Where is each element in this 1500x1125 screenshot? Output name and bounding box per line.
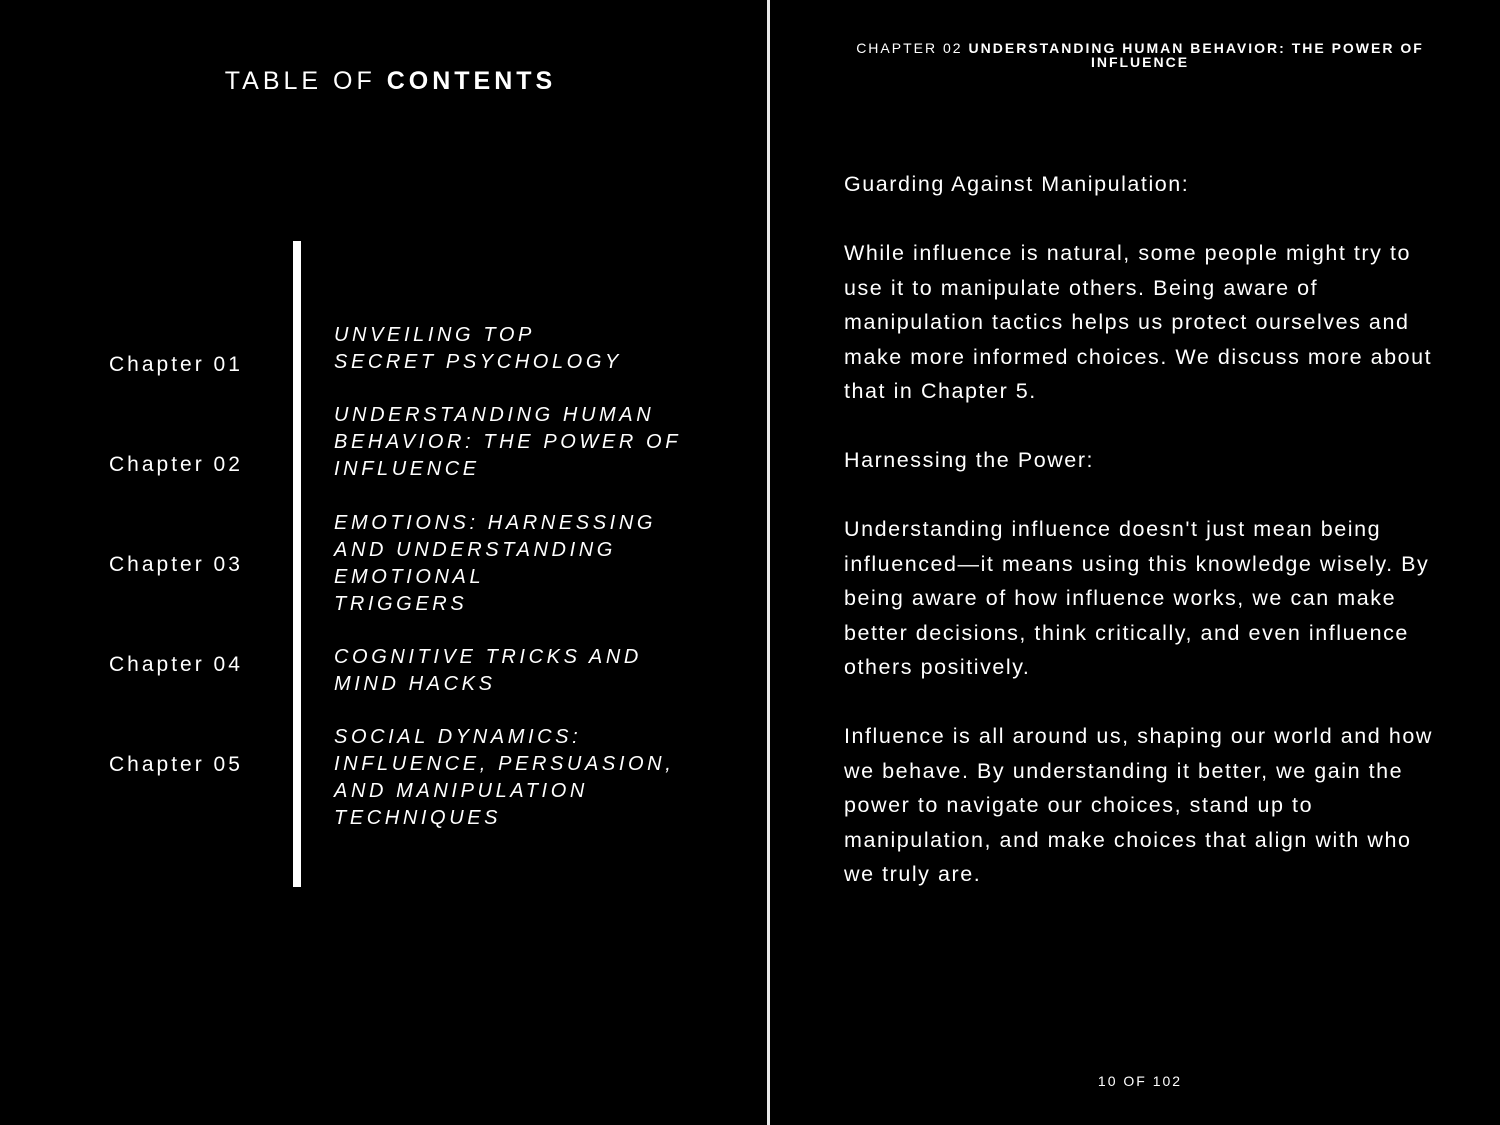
- body-paragraph: Understanding influence doesn't just mean being influenced—it means using this knowledge wisely. By being aware of how influence works, we can make better decisions, think critically, and even influence others positively.: [844, 517, 1430, 679]
- toc-chapter-title[interactable]: UNDERSTANDING HUMAN BEHAVIOR: THE POWER OF INFLUENCE: [334, 404, 682, 480]
- toc-chapter-label[interactable]: Chapter 02: [109, 453, 243, 476]
- toc-chapter-title[interactable]: SOCIAL DYNAMICS: INFLUENCE, PERSUASION, AND MANIPULATION TECHNIQUES: [334, 726, 675, 829]
- toc-title: [0, 66, 781, 96]
- toc-chapter-title[interactable]: EMOTIONS: HARNESSING AND UNDERSTANDING EMOTIONAL TRIGGERS: [334, 512, 657, 615]
- body-text: [844, 167, 1444, 926]
- toc-chapter-label[interactable]: Chapter 05: [109, 753, 243, 776]
- toc-chapter-title[interactable]: UNVEILING TOP SECRET PSYCHOLOGY: [334, 324, 622, 373]
- toc-title-light: TABLE OF: [224, 67, 376, 95]
- page-number: 10 OF 102: [1097, 1073, 1183, 1089]
- header-chapter-number: CHAPTER 02: [856, 40, 963, 56]
- section-heading: Harnessing the Power:: [844, 448, 1095, 472]
- toc-chapter-label[interactable]: Chapter 03: [109, 553, 243, 576]
- toc-chapter-label[interactable]: Chapter 01: [109, 353, 243, 376]
- toc-vertical-bar: [293, 241, 301, 887]
- page-divider: [767, 0, 770, 1125]
- body-paragraph: Influence is all around us, shaping our world and how we behave. By understanding it better, we gain the power to navigate our choices, stand up to manipulation, and make choices that align with who we truly are.: [844, 724, 1433, 886]
- toc-title-bold: CONTENTS: [386, 67, 557, 95]
- section-heading: Guarding Against Manipulation:: [844, 172, 1190, 196]
- toc-chapter-title[interactable]: COGNITIVE TRICKS AND MIND HACKS: [334, 646, 642, 695]
- running-header: [830, 41, 1450, 69]
- body-paragraph: While influence is natural, some people might try to use it to manipulate others. Being aware of manipulation tactics helps us protect ourselves and make more informed choices. We discuss more about that in Chapter 5.: [844, 241, 1433, 403]
- toc-chapter-label[interactable]: Chapter 04: [109, 653, 243, 676]
- header-chapter-title: UNDERSTANDING HUMAN BEHAVIOR: THE POWER OF INFLUENCE: [968, 40, 1424, 70]
